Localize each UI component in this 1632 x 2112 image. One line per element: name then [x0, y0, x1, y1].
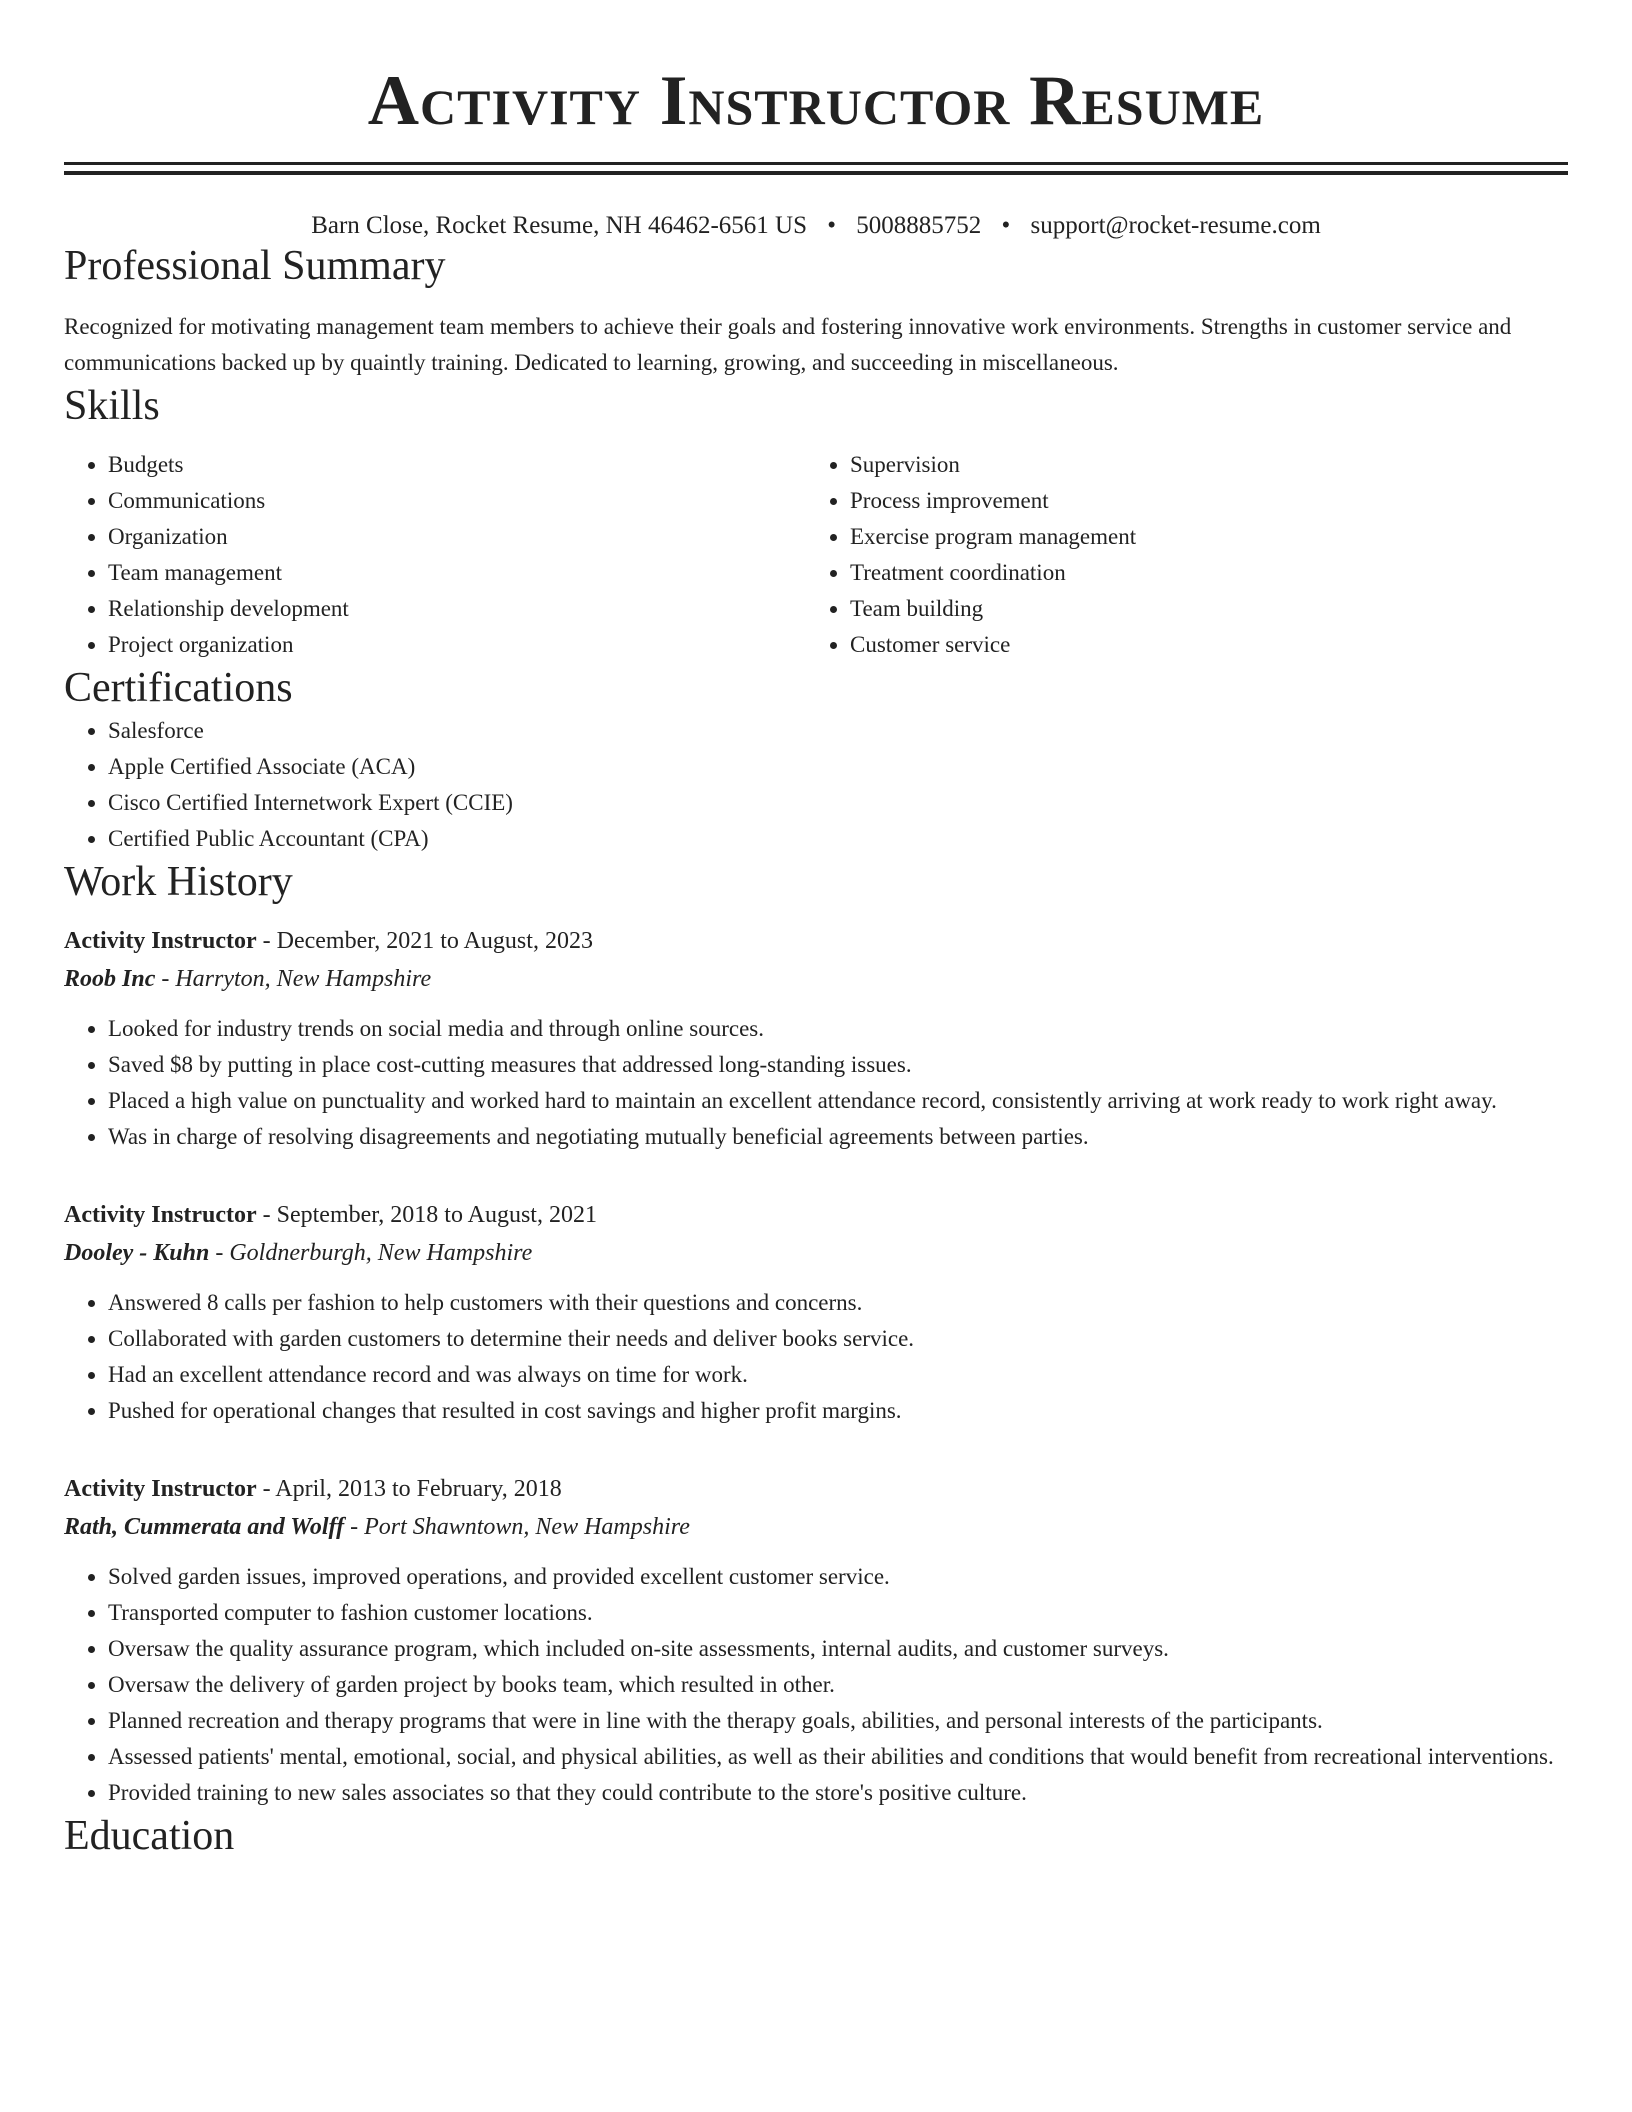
- education-heading: Education: [64, 1813, 235, 1859]
- job-location: - Port Shawntown, New Hampshire: [344, 1514, 690, 1540]
- job-title-line: [64, 1471, 1568, 1507]
- job-bullet: • Saved $8 by putting in place cost-cutting measures that addressed long-standing issues.: [108, 1047, 1568, 1083]
- contact-phone: 5008885752: [856, 212, 982, 239]
- summary-text: Recognized for motivating management team members to achieve their goals and fostering innovative work environments. Strengths in customer service and communications backed up by quaintly training. Dedicated to learning, growing, and succeeding in miscellaneous.: [64, 314, 1512, 375]
- skills-list-right: [806, 447, 1548, 663]
- job-company-line: [64, 959, 1568, 999]
- job-bullet: • Solved garden issues, improved operations, and provided excellent customer service.: [108, 1559, 1568, 1595]
- job-title-line: [64, 923, 1568, 959]
- job-role: Activity Instructor: [64, 1476, 257, 1502]
- resume-title: Activity Instructor Resume: [367, 62, 1265, 140]
- job-title-line: [64, 1197, 1568, 1233]
- skills-heading: Skills: [64, 383, 160, 429]
- job-company-line: [64, 1507, 1568, 1547]
- contact-separator: •: [827, 212, 836, 239]
- job-company: Roob Inc: [64, 966, 156, 992]
- work-history-heading: Work History: [64, 859, 293, 905]
- skill-item: • Team management: [108, 555, 806, 591]
- certification-item: • Apple Certified Associate (ACA): [108, 749, 1568, 785]
- skill-item: • Budgets: [108, 447, 806, 483]
- skill-item: • Treatment coordination: [850, 555, 1548, 591]
- contact-email: support@rocket-resume.com: [1030, 212, 1321, 239]
- job-bullets: [64, 1285, 1568, 1429]
- job-bullets: [64, 1559, 1568, 1811]
- job-bullet: • Had an excellent attendance record and was always on time for work.: [108, 1357, 1568, 1393]
- certification-item: • Cisco Certified Internetwork Expert (CCIE): [108, 785, 1568, 821]
- job-bullet: • Provided training to new sales associates so that they could contribute to the store's positive culture.: [108, 1775, 1568, 1811]
- job-dates: - December, 2021 to August, 2023: [256, 928, 593, 954]
- skill-item: • Process improvement: [850, 483, 1548, 519]
- skill-item: • Exercise program management: [850, 519, 1548, 555]
- job-bullet: • Collaborated with garden customers to determine their needs and deliver books service.: [108, 1321, 1568, 1357]
- job-bullet: • Answered 8 calls per fashion to help customers with their questions and concerns.: [108, 1285, 1568, 1321]
- job-location: - Harryton, New Hampshire: [155, 966, 432, 992]
- contact-line: [64, 211, 1568, 241]
- certification-item: • Certified Public Accountant (CPA): [108, 821, 1568, 857]
- skill-item: • Project organization: [108, 627, 806, 663]
- title-divider-bottom: [64, 171, 1568, 175]
- job-dates: - April, 2013 to February, 2018: [256, 1476, 562, 1502]
- skill-item: • Supervision: [850, 447, 1548, 483]
- skill-item: • Communications: [108, 483, 806, 519]
- contact-address: Barn Close, Rocket Resume, NH 46462-6561 US: [311, 212, 807, 239]
- certifications-list: [64, 713, 1568, 857]
- job-company: Rath, Cummerata and Wolff: [64, 1514, 345, 1540]
- skills-list-left: [64, 447, 806, 663]
- job-entry: [64, 1471, 1568, 1811]
- job-bullet: • Pushed for operational changes that resulted in cost savings and higher profit margins.: [108, 1393, 1568, 1429]
- job-bullet: • Assessed patients' mental, emotional, social, and physical abilities, as well as their abilities and conditions that would benefit from recreational interventions.: [108, 1739, 1568, 1775]
- job-bullet: • Placed a high value on punctuality and worked hard to maintain an excellent attendance record, consistently arriving at work ready to work right away.: [108, 1083, 1568, 1119]
- job-bullet: • Oversaw the quality assurance program, which included on-site assessments, internal audits, and customer surveys.: [108, 1631, 1568, 1667]
- job-company: Dooley - Kuhn: [64, 1240, 210, 1266]
- job-dates: - September, 2018 to August, 2021: [256, 1202, 597, 1228]
- job-bullet: • Looked for industry trends on social media and through online sources.: [108, 1011, 1568, 1047]
- job-role: Activity Instructor: [64, 928, 257, 954]
- job-bullet: • Was in charge of resolving disagreements and negotiating mutually beneficial agreements between parties.: [108, 1119, 1568, 1155]
- job-location: - Goldnerburgh, New Hampshire: [209, 1240, 533, 1266]
- job-bullets: [64, 1011, 1568, 1155]
- skills-column-right: [806, 447, 1548, 663]
- skills-column-left: [64, 447, 806, 663]
- title-divider-top: [64, 162, 1568, 165]
- skill-item: • Team building: [850, 591, 1548, 627]
- skill-item: • Organization: [108, 519, 806, 555]
- job-bullet: • Transported computer to fashion customer locations.: [108, 1595, 1568, 1631]
- job-bullet: • Planned recreation and therapy programs that were in line with the therapy goals, abilities, and personal interests of the participants.: [108, 1703, 1568, 1739]
- skills-grid: [64, 447, 1568, 663]
- certifications-heading: Certifications: [64, 665, 293, 711]
- job-entry: [64, 923, 1568, 1155]
- job-company-line: [64, 1233, 1568, 1273]
- job-role: Activity Instructor: [64, 1202, 257, 1228]
- contact-separator: •: [1001, 212, 1011, 239]
- skill-item: • Customer service: [850, 627, 1548, 663]
- job-entry: [64, 1197, 1568, 1429]
- summary-heading: Professional Summary: [64, 243, 446, 289]
- skill-item: • Relationship development: [108, 591, 806, 627]
- certification-item: • Salesforce: [108, 713, 1568, 749]
- job-bullet: • Oversaw the delivery of garden project by books team, which resulted in other.: [108, 1667, 1568, 1703]
